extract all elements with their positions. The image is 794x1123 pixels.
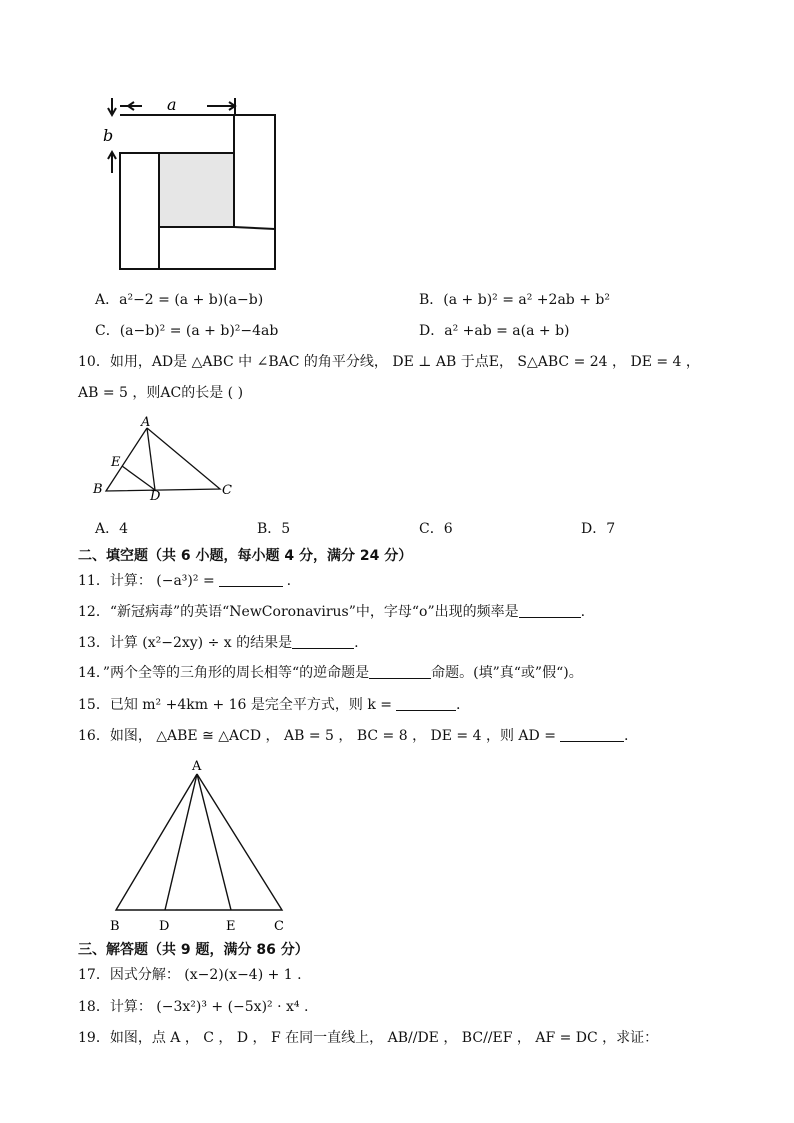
q10-label-b: B [93,482,103,497]
triangle-figure-q10 [90,414,240,504]
q10-text-2: AB = 5 ，则AC的长是 ( ) [78,385,244,401]
q10-option-d: D．7 [581,521,616,537]
q15 [78,696,460,714]
q10-text-1: 10．如用，AD是 △ABC 中 ∠BAC 的角平分线， DE ⊥ AB 于点E， S△ABC = 24 ， DE = 4 ， [78,354,700,370]
q10-label-d: D [150,489,161,504]
q12 [78,603,585,621]
label-b: b [103,126,114,145]
section-2-heading: 二、填空题（共 6 小题，每小题 4 分，满分 24 分） [78,548,413,564]
q14-blank[interactable] [369,664,431,679]
q14 [78,664,583,682]
q16-label-c: C [274,919,284,934]
q16-label-e: E [226,919,236,934]
square-figure [100,88,285,274]
q13-text: 13．计算 (x²−2xy) ÷ x 的结果是 [78,635,293,651]
q15-blank[interactable] [396,696,456,711]
q11 [78,572,291,590]
q13-blank[interactable] [292,634,354,649]
q14-suffix: 命题。(填”真“或”假“)。 [431,665,583,681]
q16-label-a: A [192,759,202,774]
section-3-heading: 三、解答题（共 9 题，满分 86 分） [78,942,309,958]
triangle-figure-q16 [106,756,296,936]
q16-text: 16．如图， △ABE ≅ △ACD ， AB = 5 ， BC = 8 ， DE = 4 ，则 AD = [78,728,556,744]
q14-text: 14．”两个全等的三角形的周长相等“的逆命题是 [78,665,370,681]
q10-option-b: B．5 [257,521,291,537]
q13-suffix: . [354,635,359,651]
q10-label-a: A [141,415,151,430]
option-b: B．(a + b)² = a² +2ab + b² [419,292,610,308]
option-a: A．a²−2 = (a + b)(a−b) [95,292,264,308]
q12-suffix: . [580,604,586,620]
q10-label-e: E [111,455,121,470]
q10-option-c: C．6 [419,521,453,537]
q18: 18．计算： (−3x²)³ + (−5x)² · x⁴ . [78,999,309,1015]
q19: 19．如图，点 A ， C ， D ， F 在同一直线上， AB//DE ， BC//EF ， AF = DC ，求证： [78,1030,659,1046]
q11-text: 11．计算： (−a³)² = [78,573,215,589]
q17: 17．因式分解： (x−2)(x−4) + 1 . [78,967,302,983]
label-a: a [167,95,177,114]
q15-text: 15．已知 m² +4km + 16 是完全平方式，则 k = [78,697,393,713]
q13 [78,634,359,652]
option-c: C．(a−b)² = (a + b)²−4ab [95,323,279,339]
q12-text: 12．“新冠病毒”的英语“NewCoronavirus”中，字母“o”出现的频率是 [78,604,519,620]
option-d: D．a² +ab = a(a + b) [419,323,570,339]
q11-blank[interactable] [219,572,283,587]
q11-suffix: . [286,573,292,589]
q16-suffix: . [623,728,629,744]
q16-label-d: D [159,919,170,934]
q12-blank[interactable] [519,603,581,618]
q16-blank[interactable] [560,727,624,742]
q16-label-b: B [110,919,120,934]
q16 [78,727,628,745]
q15-suffix: . [456,697,461,713]
q10-label-c: C [222,483,232,498]
q10-option-a: A．4 [95,521,129,537]
